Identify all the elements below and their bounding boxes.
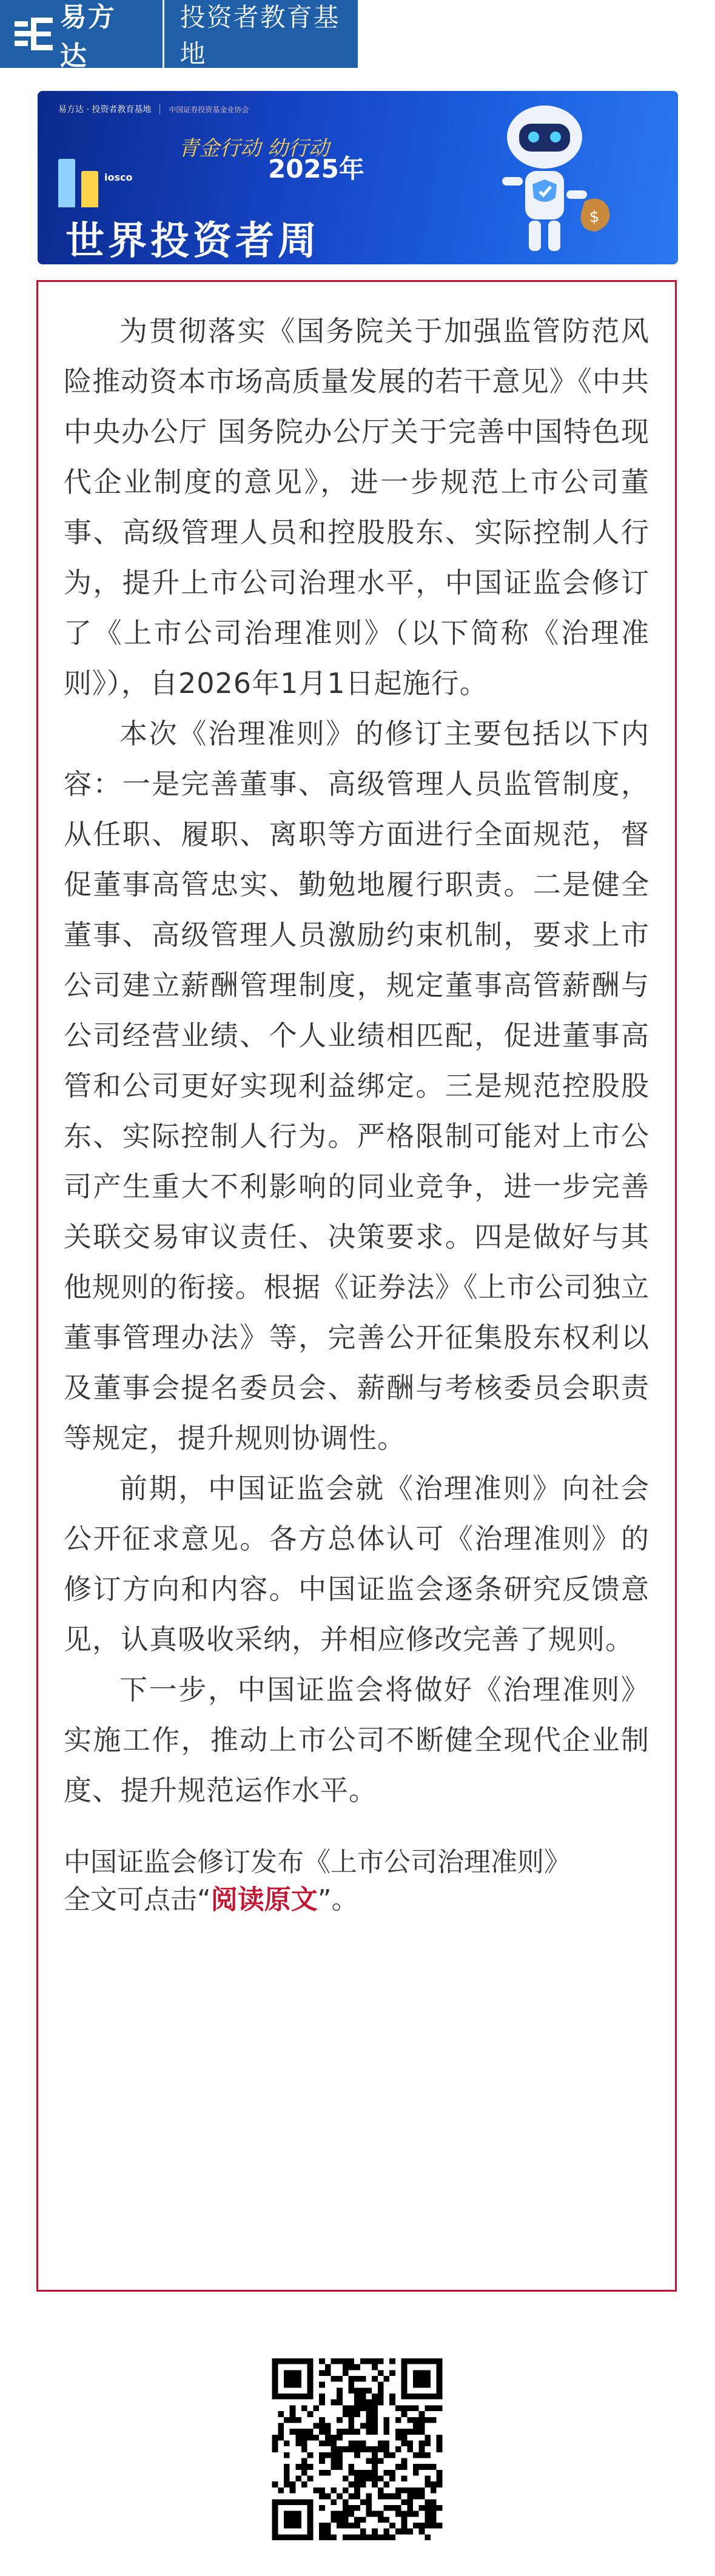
footer-prefix: 全文可点击“ <box>64 1884 211 1915</box>
banner-year: 2025年 <box>268 154 364 184</box>
brand-header <box>0 0 358 72</box>
article-paragraph: 下一步，中国证监会将做好《治理准则》实施工作，推动上市公司不断健全现代企业制度、提升规范运作水平。 <box>64 1673 650 1807</box>
iosco-label: iosco <box>104 172 133 183</box>
world-investor-week-banner <box>38 91 678 264</box>
banner-title: 世界投资者周 <box>65 219 320 264</box>
read-original-link[interactable]: 阅读原文 <box>210 1884 318 1915</box>
footer-title: 中国证监会修订发布《上市公司治理准则》 <box>64 1847 571 1878</box>
banner-badge <box>58 141 163 207</box>
article-footer <box>64 1844 650 1919</box>
brand-name: 易方达 <box>59 2 116 72</box>
svg-text:$: $ <box>589 208 600 226</box>
banner-top-line <box>58 103 249 115</box>
qr-code <box>272 2358 443 2540</box>
logo <box>0 0 154 72</box>
article-box <box>36 280 677 2292</box>
footer-suffix: ”。 <box>317 1884 358 1915</box>
header-divider <box>163 0 164 68</box>
banner-org: 中国证券投资基金业协会 <box>169 105 249 114</box>
banner-slogan: 青金行动 幼行动 <box>178 136 329 161</box>
footer-instruction <box>64 1881 650 1919</box>
tower-icon <box>58 159 75 207</box>
article-paragraph: 为贯彻落实《国务院关于加强监管防范风险推动资本市场高质量发展的若干意见》《中共中央办公厅 国务院办公厅关于完善中国特色现代企业制度的意见》，进一步规范上市公司董事、高级管理人员和控股股东、实际控制人行为，提升上市公司治理水平，中国证监会修订了《上市公司治理准则》（以下简称《治理准则》），自2026年1月1日起施行。 <box>64 315 650 700</box>
banner-separator <box>159 104 160 114</box>
article-paragraph: 本次《治理准则》的修订主要包括以下内容：一是完善董事、高级管理人员监管制度，从任职、履职、离职等方面进行全面规范，督促董事高管忠实、勤勉地履行职责。二是健全董事、高级管理人员激励约束机制，要求上市公司建立薪酬管理制度，规定董事高管薪酬与公司经营业绩、个人业绩相匹配，促进董事高管和公司更好实现利益绑定。三是规范控股股东、实际控制人行为。严格限制可能对上市公司产生重大不利影响的同业竞争，进一步完善关联交易审议责任、决策要求。四是做好与其他规则的衔接。根据《证券法》《上市公司独立董事管理办法》等，完善公开征集股东权利以及董事会提名委员会、薪酬与考核委员会职责等规定，提升规则协调性。 <box>64 717 650 1454</box>
logo-mark-icon <box>15 18 53 50</box>
robot-mascot-icon <box>466 99 623 263</box>
banner-brand: 易方达 · 投资者教育基地 <box>58 105 152 115</box>
section-title: 投资者教育基地 <box>180 2 340 69</box>
tower-icon <box>81 171 98 207</box>
article-paragraph: 前期，中国证监会就《治理准则》向社会公开征求意见。各方总体认可《治理准则》的修订方向和内容。中国证监会逐条研究反馈意见，认真吸收采纳，并相应修改完善了规则。 <box>64 1472 650 1656</box>
